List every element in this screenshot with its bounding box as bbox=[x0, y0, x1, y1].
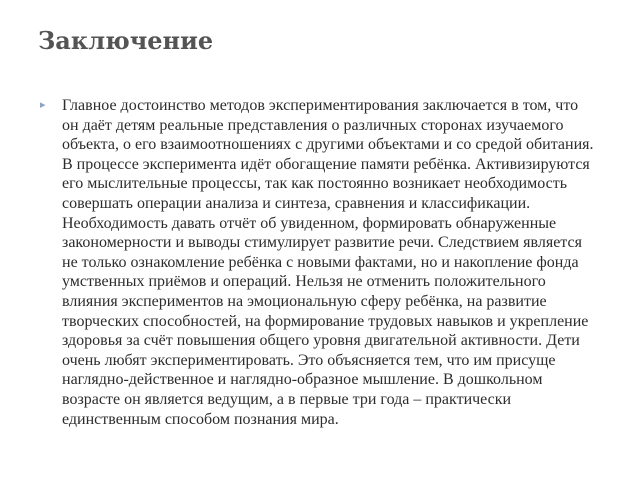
paragraph-line: закономерности и выводы стимулирует развитие речи. Следствием является bbox=[62, 234, 582, 252]
paragraph-line: Необходимость давать отчёт об увиденном, формировать обнаруженные bbox=[62, 214, 557, 232]
paragraph-line: объекта, о его взаимоотношениях с другими объектами и со средой обитания. bbox=[62, 136, 594, 154]
paragraph-line: возрасте он является ведущим, а в первые три года – практически bbox=[62, 390, 512, 408]
paragraph-line: его мыслительные процессы, так как постоянно возникает необходимость bbox=[62, 175, 568, 193]
paragraph-line: очень любят экспериментировать. Это объясняется тем, что им присуще bbox=[62, 351, 556, 369]
paragraph-line: единственным способом познания мира. bbox=[62, 410, 339, 428]
bullet-arrow-icon: ▸ bbox=[40, 99, 46, 111]
bullet-paragraph bbox=[62, 96, 600, 429]
paragraph-line: умственных приёмов и операций. Нельзя не отменить положительного bbox=[62, 273, 546, 291]
paragraph-line: Главное достоинство методов экспериментирования заключается в том, что bbox=[62, 97, 579, 114]
slide-title: Заключение bbox=[38, 26, 214, 55]
slide-body bbox=[40, 96, 600, 429]
paragraph-line: творческих способностей, на формирование трудовых навыков и укрепление bbox=[62, 312, 589, 330]
paragraph-line: он даёт детям реальные представления о различных сторонах изучаемого bbox=[62, 116, 564, 134]
paragraph-line: здоровья за счёт повышения общего уровня двигательной активности. Дети bbox=[62, 332, 580, 350]
paragraph-line: наглядно-действенное и наглядно-образное мышление. В дошкольном bbox=[62, 371, 543, 389]
paragraph-line: совершать операции анализа и синтеза, сравнения и классификации. bbox=[62, 194, 531, 212]
paragraph-line: влияния экспериментов на эмоциональную сферу ребёнка, на развитие bbox=[62, 292, 547, 310]
bullet-item bbox=[40, 96, 600, 429]
paragraph-line: не только ознакомление ребёнка с новыми фактами, но и накопление фонда bbox=[62, 253, 579, 271]
paragraph-line: В процессе эксперимента идёт обогащение памяти ребёнка. Активизируются bbox=[62, 155, 590, 173]
